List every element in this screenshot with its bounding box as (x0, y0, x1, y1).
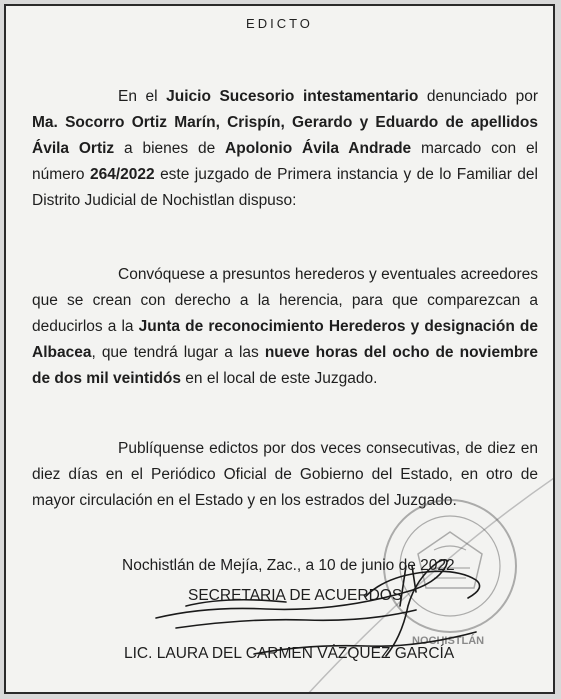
document-title: EDICTO (246, 16, 313, 31)
seal-text: NOCHISTLÁN (412, 635, 485, 647)
paragraph-case: En el Juicio Sucesorio intestamentario denunciado por Ma. Socorro Ortiz Marín, Crispín, Gerardo y Eduardo de apellidos Ávila Ortiz a bienes de Apolonio Ávila Andrade marcado con el número 264/2022 este juzgado de Primera instancia y de lo Familiar del Distrito Judicial de Nochistlan dispuso: (32, 88, 539, 209)
place-date: Nochistlán de Mejía, Zac., a 10 de junio de 2022 (122, 557, 455, 574)
paragraph-publication: Publíquense edictos por dos veces consecutivas, de diez en diez días en el Periódico Oficial de Gobierno del Estado, en otro de mayor circulación en el Estado y en los estrados del Juzgado. (32, 440, 538, 509)
signer-name: LIC. LAURA DEL CARMEN VÁZQUEZ GARCÍA (124, 645, 455, 662)
office-title: SECRETARIA DE ACUERDOS (188, 587, 403, 604)
edict-page (4, 4, 555, 694)
paragraph-summons: Convóquese a presuntos herederos y eventuales acreedores que se crean con derecho a la herencia, para que comparezcan a deducirlos a la Junta de reconocimiento Herederos y designación de Albacea, que tendrá lugar a las nueve horas del ocho de noviembre de dos mil veintidós en el local de este Juzgado. (32, 266, 538, 387)
